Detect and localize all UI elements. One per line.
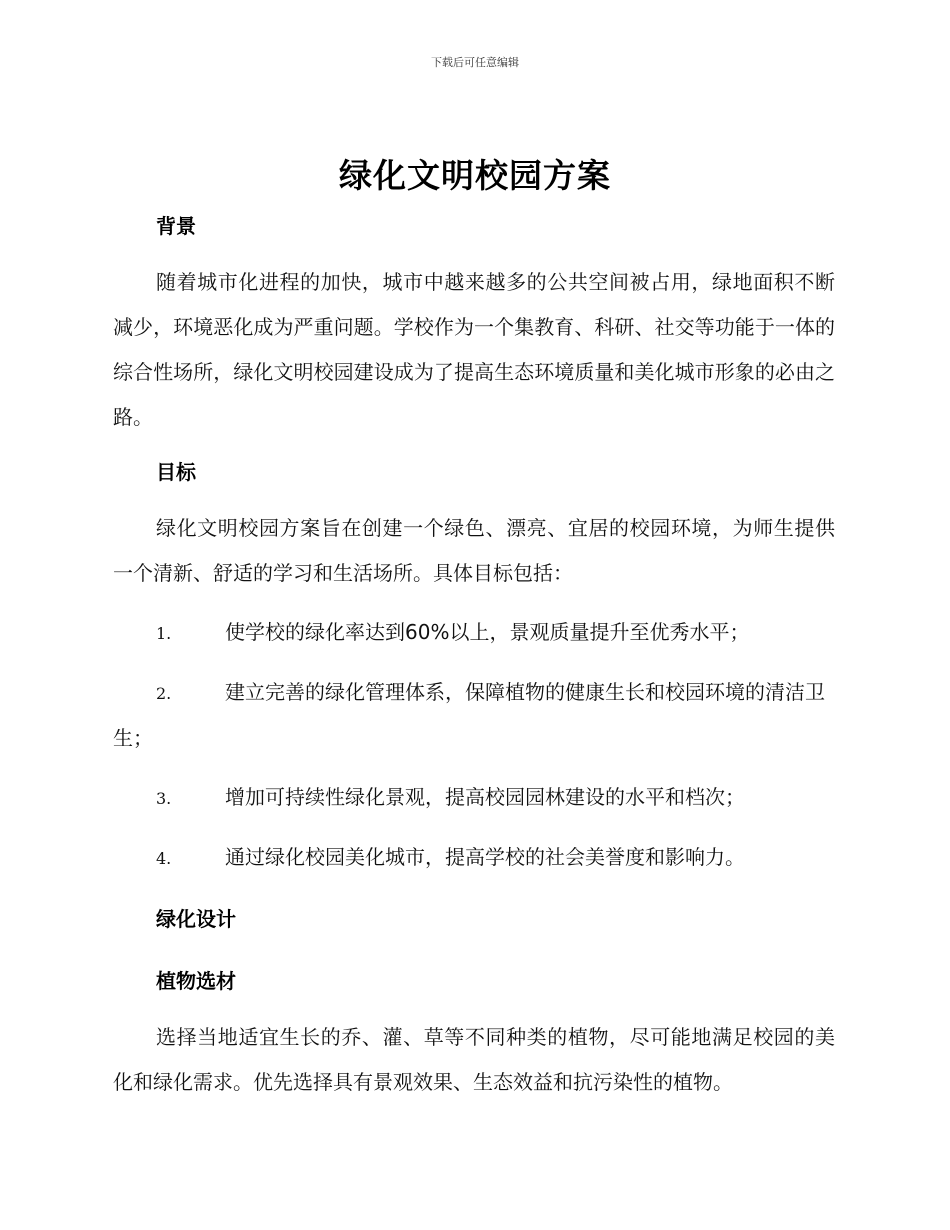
goal-list-text: 增加可持续性绿化景观，提高校园园林建设的水平和档次； [225,785,745,809]
section-heading-goals: 目标 [156,460,196,484]
background-paragraph: 随着城市化进程的加快，城市中越来越多的公共空间被占用，绿地面积不断减少，环境恶化成为严重问题。学校作为一个集教育、科研、社交等功能于一体的综合性场所，绿化文明校园建设成为了提高生态环境质量和美化城市形象的必由之路。 [113,270,835,429]
goal-list-item [113,835,835,881]
goal-list-item [113,775,835,821]
header-note: 下载后可任意编辑 [431,56,519,69]
goals-paragraph: 绿化文明校园方案旨在创建一个绿色、漂亮、宜居的校园环境，为师生提供一个清新、舒适的学习和生活场所。具体目标包括： [113,516,835,585]
plants-paragraph: 选择当地适宜生长的乔、灌、草等不同种类的植物，尽可能地满足校园的美化和绿化需求。优先选择具有景观效果、生态效益和抗污染性的植物。 [113,1025,835,1094]
goal-list-text: 通过绿化校园美化城市，提高学校的社会美誉度和影响力。 [225,845,745,869]
section-heading-design: 绿化设计 [156,907,236,931]
section-heading-background: 背景 [156,214,196,238]
section-heading-plants: 植物选材 [156,969,236,993]
document-title: 绿化文明校园方案 [339,156,611,195]
goal-list-number: 1. [156,624,172,643]
goal-list-number: 4. [156,849,172,868]
goal-list-number: 2. [156,684,172,703]
goal-list-text: 建立完善的绿化管理体系，保障植物的健康生长和校园环境的清洁卫生； [113,680,825,750]
goal-list-text: 使学校的绿化率达到60%以上，景观质量提升至优秀水平； [225,620,750,644]
goal-list-number: 3. [156,789,172,808]
goal-list-item [113,670,835,761]
document-body [113,200,835,1105]
goal-list-item [113,610,835,656]
